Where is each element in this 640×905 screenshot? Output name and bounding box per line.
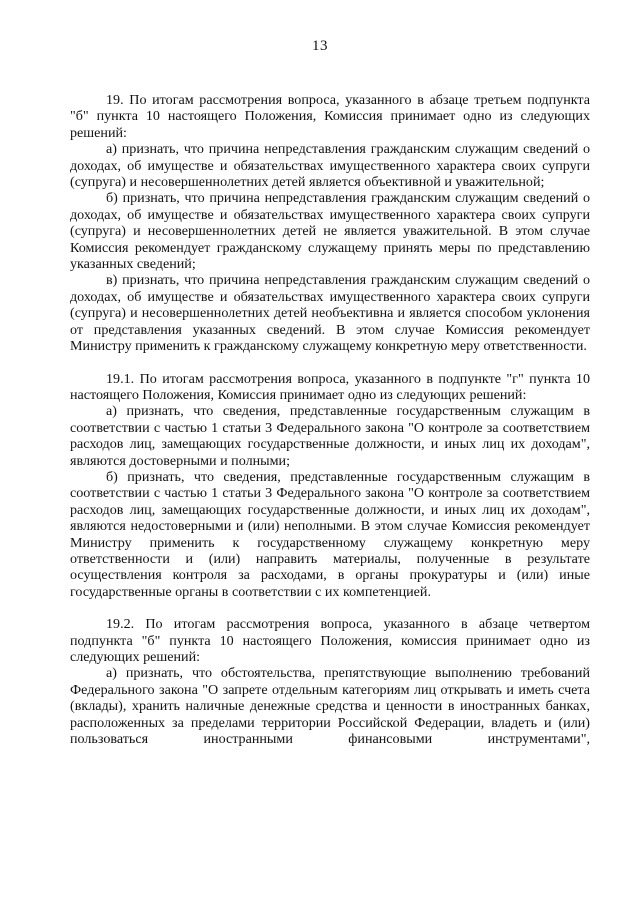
paragraph-19-1-b: б) признать, что сведения, представленные государственным служащим в соответствии с частью 1 статьи 3 Федерального закона "О контроле за соответствием расходов лиц, замещающих государственные должности, и иных лиц их доходам", являются недостоверными и (или) неполными. В этом случае Комиссия рекомендует Министру применить к государственному служащему конкретную меру ответственности и (или) направить материалы, полученные в результате осуществления контроля за расходами, в органы прокуратуры и (или) иные государственные органы в соответствии с их компетенцией. — [70, 468, 590, 600]
paragraph-19-1: 19.1. По итогам рассмотрения вопроса, указанного в подпункте "г" пункта 10 настоящего Положения, Комиссия принимает одно из следующих решений: — [70, 370, 590, 403]
paragraph-19-1-a: а) признать, что сведения, представленные государственным служащим в соответствии с частью 1 статьи 3 Федерального закона "О контроле за соответствием расходов лиц, замещающих государственные должности, и иных лиц их доходам", являются достоверными и полными; — [70, 403, 590, 469]
paragraph-19-b: б) признать, что причина непредставления гражданским служащим сведений о доходах, об имуществе и обязательствах имущественного характера своих супруги (супруга) и несовершеннолетних детей не является уважительной. В этом случае Комиссия рекомендует гражданскому служащему принять меры по представлению указанных сведений; — [70, 190, 590, 273]
paragraph-19-v: в) признать, что причина непредставления гражданским служащим сведений о доходах, об имуществе и обязательствах имущественного характера своих супруги (супруга) и несовершеннолетних детей необъективна и является способом уклонения от представления указанных сведений. В этом случае Комиссия рекомендует Министру применить к гражданскому служащему конкретную меру ответственности. — [70, 272, 590, 355]
paragraph-19-2: 19.2. По итогам рассмотрения вопроса, указанного в абзаце четвертом подпункта "б" пункта 10 настоящего Положения, комиссия принимает одно из следующих решений: — [70, 616, 590, 665]
paragraph-19: 19. По итогам рассмотрения вопроса, указанного в абзаце третьем подпункта "б" пункта 10 настоящего Положения, Комиссия принимает одно из следующих решений: — [70, 92, 590, 141]
paragraph-19-2-a: а) признать, что обстоятельства, препятствующие выполнению требований Федерального закона "О запрете отдельным категориям лиц открывать и иметь счета (вклады), хранить наличные денежные средства и ценности в иностранных банках, расположенных за пределами территории Российской Федерации, владеть и (или) пользоваться иностранными финансовыми инструментами", — [70, 665, 590, 748]
document-body — [70, 92, 590, 747]
page-number: 13 — [312, 38, 328, 54]
paragraph-19-a: а) признать, что причина непредставления гражданским служащим сведений о доходах, об имуществе и обязательствах имущественного характера своих супруги (супруга) и несовершеннолетних детей является объективной и уважительной; — [70, 141, 590, 191]
